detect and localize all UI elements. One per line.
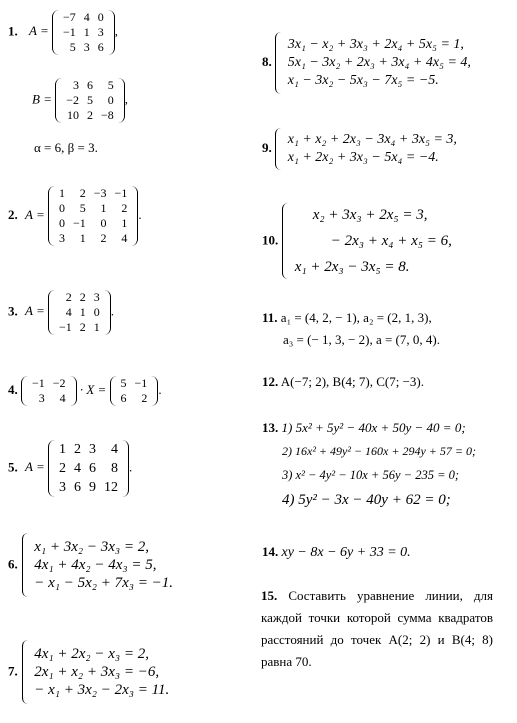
matrix-cell: 5: [69, 40, 76, 54]
problem-number: 7.: [8, 663, 18, 679]
equation: x₁ − 3x₂ − 5x₃ − 7x₅ = −5.: [287, 73, 439, 88]
matrix-cell: 3: [73, 78, 79, 92]
matrix-cell: 0: [93, 305, 100, 319]
matrix-row: [55, 440, 122, 459]
matrix-row: [55, 231, 131, 246]
matrix-cell: 2: [87, 108, 93, 122]
matrix-cell: 9: [88, 480, 96, 495]
matrix-label: A =: [25, 303, 45, 319]
problem-14: [262, 544, 411, 561]
matrix-cell: 6: [120, 391, 127, 405]
vectors-line-2: a₃ = (− 1, 3, − 2), a = (7, 0, 4).: [283, 332, 440, 347]
matrix-B: [55, 78, 125, 123]
problem-1-B: B = 3 6 5 −2 5 0 10 2 −8 ,: [32, 78, 129, 122]
matrix-cell: 2: [141, 391, 148, 405]
equation: x₂ + 3x₃ + 2x₅ = 3,: [312, 207, 428, 223]
vectors-line-1: a₁ = (4, 2, − 1), a₂ = (2, 1, 3),: [280, 310, 432, 325]
problem-9: [262, 128, 457, 170]
points-text: A(−7; 2), B(4; 7), C(7; −3).: [280, 374, 424, 389]
matrix-cell: 0: [58, 201, 65, 215]
matrix-cell: 0: [97, 10, 104, 24]
matrix-row: [117, 391, 152, 406]
matrix-row: [62, 78, 118, 93]
matrix-label: A =: [29, 23, 49, 39]
problem-number: 6.: [8, 556, 18, 572]
matrix-row: [55, 216, 131, 231]
equation: − 2x₃ + x₄ + x₅ = 6,: [330, 233, 452, 249]
matrix-cell: 5: [107, 78, 114, 92]
equation-system: [288, 36, 471, 90]
matrix-row: [59, 10, 108, 25]
matrix-cell: 4: [73, 461, 81, 476]
problem-number: 3.: [8, 303, 18, 319]
matrix-cell: 1: [79, 231, 86, 245]
matrix-cell: 1: [121, 216, 128, 230]
equation: x₁ + 2x₂ + 3x₃ − 5x₄ = −4.: [287, 150, 439, 165]
matrix-cell: 0: [58, 216, 65, 230]
matrix-cell: 2: [58, 461, 66, 476]
equation: − x₁ + 3x₂ − 2x₃ = 11.: [34, 682, 170, 698]
matrix-cell: 0: [100, 216, 107, 230]
matrix-row: [59, 40, 108, 55]
matrix-cell: −2: [66, 93, 79, 107]
matrix-row: [55, 478, 122, 497]
matrix-cell: 3: [88, 442, 96, 457]
matrix-cell: −1: [114, 186, 128, 200]
matrix-row: [62, 93, 118, 108]
matrix-cell: 3: [83, 40, 90, 54]
matrix-label: A =: [25, 459, 45, 475]
matrix-cell: 3: [97, 25, 104, 39]
matrix-cell: 1: [58, 442, 66, 457]
equation: 3x₁ − x₂ + 3x₃ + 2x₄ + 5x₅ = 1,: [287, 37, 464, 52]
matrix-A: [48, 440, 129, 497]
equation-system: [34, 645, 169, 699]
equation-middle: · X =: [79, 381, 107, 397]
curve-equation: xy − 8x − 6y + 33 = 0.: [281, 545, 411, 560]
problem-2: 2. A = 1 2 −3 −1 0 5 1 2 0 −1 0 1 3 1 2 4 .: [8, 186, 142, 245]
problem-7: [8, 640, 169, 704]
curve-equation: 3) x² − 4y² − 10x + 56y − 235 = 0;: [282, 468, 460, 482]
matrix-cell: −1: [72, 216, 86, 230]
problem-text: Составить уравнение линии, для каждой точки которой сумма квадратов расстояний до точек А(2; 2) и В(4; 8) равна 70.: [261, 588, 494, 669]
problem-5: 5. A = 1 2 3 4 2 4 6 8 3 6 9 12 .: [8, 442, 133, 495]
matrix-row: [55, 459, 122, 478]
matrix-cell: 4: [110, 442, 118, 457]
equation: x₁ + x₂ + 2x₃ − 3x₄ + 3x₅ = 3,: [287, 132, 457, 147]
matrix-cell: 4: [83, 10, 90, 24]
matrix-cell: 2: [79, 290, 86, 304]
matrix-cell: 12: [103, 480, 118, 495]
matrix-cell: 6: [88, 461, 96, 476]
matrix-cell: −8: [101, 108, 114, 122]
matrix-cell: −1: [62, 25, 76, 39]
equation: 4x₁ + 2x₂ − x₃ = 2,: [34, 646, 149, 662]
problem-4: 4. −1 −2 3 4 · X = 5 −1 6 2 .: [8, 376, 162, 405]
matrix-left: [21, 376, 77, 406]
matrix-cell: 1: [79, 305, 86, 319]
problem-number: 15.: [261, 588, 278, 603]
matrix-row: [55, 305, 104, 320]
problem-8: [262, 32, 471, 94]
matrix-row: [55, 186, 131, 201]
matrix-label: B =: [32, 91, 52, 107]
matrix-row: [28, 376, 70, 391]
matrix-row: [55, 201, 131, 216]
matrix-cell: 2: [100, 231, 107, 245]
problem-number: 8.: [262, 54, 272, 70]
params-text: α = 6, β = 3.: [34, 140, 98, 155]
problem-15: [261, 585, 493, 673]
problem-number: 9.: [262, 140, 272, 156]
matrix-cell: 3: [93, 290, 100, 304]
matrix-cell: 5: [79, 201, 86, 215]
matrix-right: [110, 376, 159, 406]
matrix-cell: 10: [67, 108, 79, 122]
problem-6: [8, 533, 173, 597]
matrix-cell: 2: [79, 320, 86, 334]
matrix-cell: 1: [58, 186, 65, 200]
matrix-row: [55, 320, 104, 335]
problem-number: 10.: [262, 232, 279, 248]
matrix-row: [55, 290, 104, 305]
problem-12: [262, 374, 424, 390]
matrix-cell: 2: [73, 442, 81, 457]
matrix-cell: 2: [79, 186, 86, 200]
curve-equation: 1) 5x² + 5y² − 40x + 50y − 40 = 0;: [281, 420, 466, 435]
curve-equation: 4) 5y² − 3x − 40y + 62 = 0;: [282, 492, 451, 508]
matrix-row: [117, 376, 152, 391]
matrix-cell: 8: [110, 461, 118, 476]
equation-system: [34, 538, 173, 592]
matrix-cell: −1: [58, 320, 72, 334]
problem-number: 2.: [8, 206, 18, 222]
equation-system: [295, 202, 452, 280]
problem-number: 14.: [262, 544, 279, 559]
matrix-cell: −2: [52, 376, 66, 390]
matrix-label: A =: [25, 206, 45, 222]
problem-number: 5.: [8, 459, 18, 475]
matrix-cell: 2: [121, 201, 128, 215]
matrix-cell: 4: [65, 305, 72, 319]
matrix-cell: −1: [134, 376, 148, 390]
matrix-A: [48, 290, 111, 335]
matrix-A: [48, 186, 138, 246]
matrix-cell: 1: [83, 25, 90, 39]
matrix-row: [59, 25, 108, 40]
equation: 5x₁ − 3x₂ + 2x₃ + 3x₄ + 4x₅ = 4,: [287, 55, 471, 70]
matrix-cell: 6: [97, 40, 104, 54]
matrix-cell: 4: [59, 391, 66, 405]
matrix-cell: −7: [62, 10, 76, 24]
problem-number: 12.: [262, 374, 279, 389]
matrix-cell: 3: [38, 391, 45, 405]
matrix-cell: 6: [87, 78, 93, 92]
matrix-cell: 1: [93, 320, 100, 334]
equation: x₁ + 2x₃ − 3x₅ = 8.: [294, 259, 410, 275]
problem-13: [262, 420, 466, 436]
problem-3: 3. A = 2 2 3 4 1 0 −1 2 1 .: [8, 290, 115, 334]
equation: − x₁ − 5x₂ + 7x₃ = −1.: [34, 575, 173, 591]
matrix-cell: 4: [121, 231, 128, 245]
matrix-cell: −1: [32, 376, 45, 390]
problem-11: [262, 310, 432, 326]
problem-1: 1. A = −7 4 0 −1 1 3 5 3 6 ,: [8, 10, 119, 54]
matrix-row: [62, 108, 118, 123]
matrix-A: [52, 10, 115, 55]
equation: x₁ + 3x₂ − 3x₃ = 2,: [34, 539, 149, 555]
matrix-cell: 0: [107, 93, 114, 107]
curve-equation: 2) 16x² + 49y² − 160x + 294y + 57 = 0;: [282, 444, 476, 458]
matrix-cell: 5: [120, 376, 127, 390]
matrix-cell: 3: [58, 231, 65, 245]
problem-number: 1.: [8, 23, 18, 39]
matrix-row: [28, 391, 70, 406]
problem-number: 4.: [8, 381, 18, 397]
matrix-cell: −3: [93, 186, 107, 200]
problem-number: 11.: [262, 310, 278, 325]
matrix-cell: 5: [87, 93, 93, 107]
matrix-cell: 1: [100, 201, 107, 215]
equation-system: [288, 131, 457, 167]
matrix-cell: 6: [73, 480, 81, 495]
equation: 2x₁ + x₂ + 3x₃ = −6,: [34, 664, 160, 680]
equation: 4x₁ + 4x₂ − 4x₃ = 5,: [34, 557, 157, 573]
problem-10: [262, 202, 452, 280]
matrix-cell: 2: [65, 290, 72, 304]
problem-number: 13.: [262, 420, 279, 435]
matrix-cell: 3: [58, 480, 66, 495]
